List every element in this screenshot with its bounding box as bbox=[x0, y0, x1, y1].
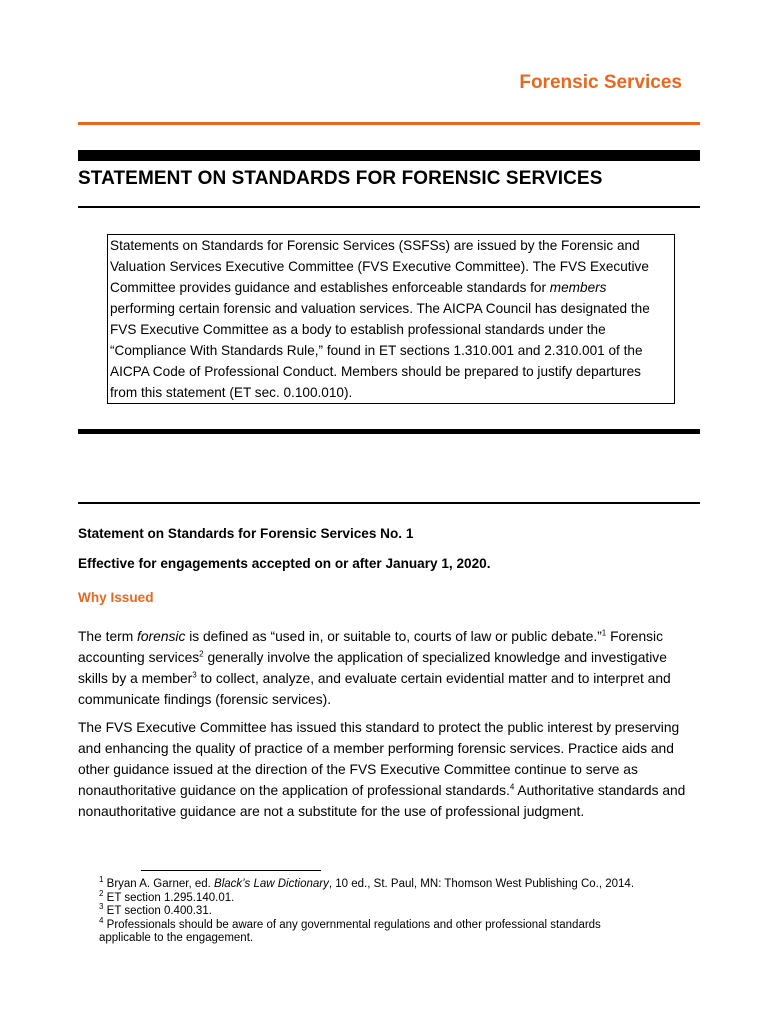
header-rule bbox=[78, 122, 700, 125]
p1-text-a: The term bbox=[78, 629, 138, 644]
notice-line-7: AICPA Code of Professional Conduct. Members should be prepared to justify departures bbox=[110, 364, 641, 379]
paragraph-2 bbox=[78, 717, 685, 822]
notice-line-1: Statements on Standards for Forensic Services (SSFSs) are issued by the Forensic and bbox=[110, 238, 640, 253]
notice-members-emphasis: members bbox=[549, 280, 607, 295]
footnote-1 bbox=[99, 875, 635, 892]
footnote-3-number: 3 bbox=[99, 902, 104, 912]
footnote-2-text: ET section 1.295.140.01. bbox=[103, 891, 235, 904]
p1-text-c: Forensic bbox=[606, 629, 663, 644]
footnotes bbox=[99, 875, 635, 946]
p1-line-3 bbox=[78, 668, 671, 689]
footnote-3 bbox=[99, 902, 634, 919]
notice-line-6: “Compliance With Standards Rule,” found in ET sections 1.310.001 and 2.310.001 of the bbox=[110, 343, 643, 358]
why-issued-heading: Why Issued bbox=[78, 590, 154, 605]
page-title: STATEMENT ON STANDARDS FOR FORENSIC SERVICES bbox=[78, 168, 603, 189]
footnote-1-book-title: Black’s Law Dictionary bbox=[214, 878, 329, 890]
footnote-4-number: 4 bbox=[99, 915, 104, 925]
p2-line-2: and enhancing the quality of practice of a member performing forensic services. Practice aids and bbox=[78, 741, 674, 756]
p2-line-1: The FVS Executive Committee has issued this standard to protect the public interest by preserving bbox=[78, 720, 680, 735]
footnote-ref-2[interactable]: 2 bbox=[199, 649, 204, 659]
notice-line-8: from this statement (ET sec. 0.100.010). bbox=[110, 385, 353, 400]
p1-text-e: generally involve the application of specialized knowledge and investigative bbox=[203, 650, 667, 665]
footnote-2-number: 2 bbox=[99, 888, 104, 898]
footnote-1-text-b: , 10 ed., St. Paul, MN: Thomson West Publishing Co., 2014. bbox=[328, 878, 635, 890]
statement-number: Statement on Standards for Forensic Services No. 1 bbox=[78, 526, 414, 541]
notice-line-3-text: Committee provides guidance and establishes enforceable standards for bbox=[110, 280, 550, 295]
title-underline bbox=[78, 206, 700, 208]
notice-line-4: performing certain forensic and valuation services. The AICPA Council has designated the bbox=[110, 301, 650, 316]
footnote-4 bbox=[99, 915, 634, 933]
p1-line-1 bbox=[78, 626, 671, 647]
p2-line-5: nonauthoritative guidance are not a substitute for the use of professional judgment. bbox=[78, 804, 585, 819]
paragraph-1 bbox=[78, 626, 671, 710]
section-divider-thick bbox=[78, 429, 700, 434]
p1-forensic-emphasis: forensic bbox=[137, 629, 186, 644]
p1-text-d: accounting services bbox=[78, 650, 200, 665]
effective-date: Effective for engagements accepted on or after January 1, 2020. bbox=[78, 556, 491, 571]
p1-text-g: to collect, analyze, and evaluate certain evidential matter and to interpret and bbox=[196, 671, 671, 686]
footnote-1-text-a: Bryan A. Garner, ed. bbox=[103, 878, 215, 890]
header-title: Forensic Services bbox=[519, 72, 682, 93]
notice-line-3 bbox=[110, 277, 674, 298]
footnote-4-continued: applicable to the engagement. bbox=[99, 932, 254, 944]
p2-line-4 bbox=[78, 780, 685, 801]
section-divider-thin bbox=[78, 502, 700, 504]
footnote-3-text: ET section 0.400.31. bbox=[103, 905, 212, 917]
p1-line-4: communicate findings (forensic services). bbox=[78, 692, 332, 707]
footnote-ref-4[interactable]: 4 bbox=[509, 782, 515, 792]
footnote-1-number: 1 bbox=[99, 875, 104, 885]
notice-box bbox=[107, 234, 675, 404]
footnote-4-text-a: Professionals should be aware of any governmental regulations and other professional standards bbox=[103, 918, 601, 931]
p1-text-b: is defined as “used in, or suitable to, courts of law or public debate.” bbox=[185, 629, 602, 644]
footnote-separator bbox=[141, 870, 321, 871]
footnote-2 bbox=[99, 888, 634, 906]
p1-line-2 bbox=[78, 647, 671, 668]
notice-line-2: Valuation Services Executive Committee (FVS Executive Committee). The FVS Executive bbox=[110, 259, 649, 274]
title-bar bbox=[78, 150, 700, 161]
notice-line-5: FVS Executive Committee as a body to establish professional standards under the bbox=[110, 322, 606, 337]
p1-text-f: skills by a member bbox=[78, 671, 193, 686]
p2-line-3: other guidance issued at the direction of the FVS Executive Committee continue to serve as bbox=[78, 762, 638, 777]
footnote-ref-1[interactable]: 1 bbox=[601, 628, 607, 638]
p2-text-4b: Authoritative standards and bbox=[514, 783, 686, 798]
p2-text-4a: nonauthoritative guidance on the application of professional standards. bbox=[78, 783, 510, 798]
footnote-ref-3[interactable]: 3 bbox=[192, 670, 197, 680]
